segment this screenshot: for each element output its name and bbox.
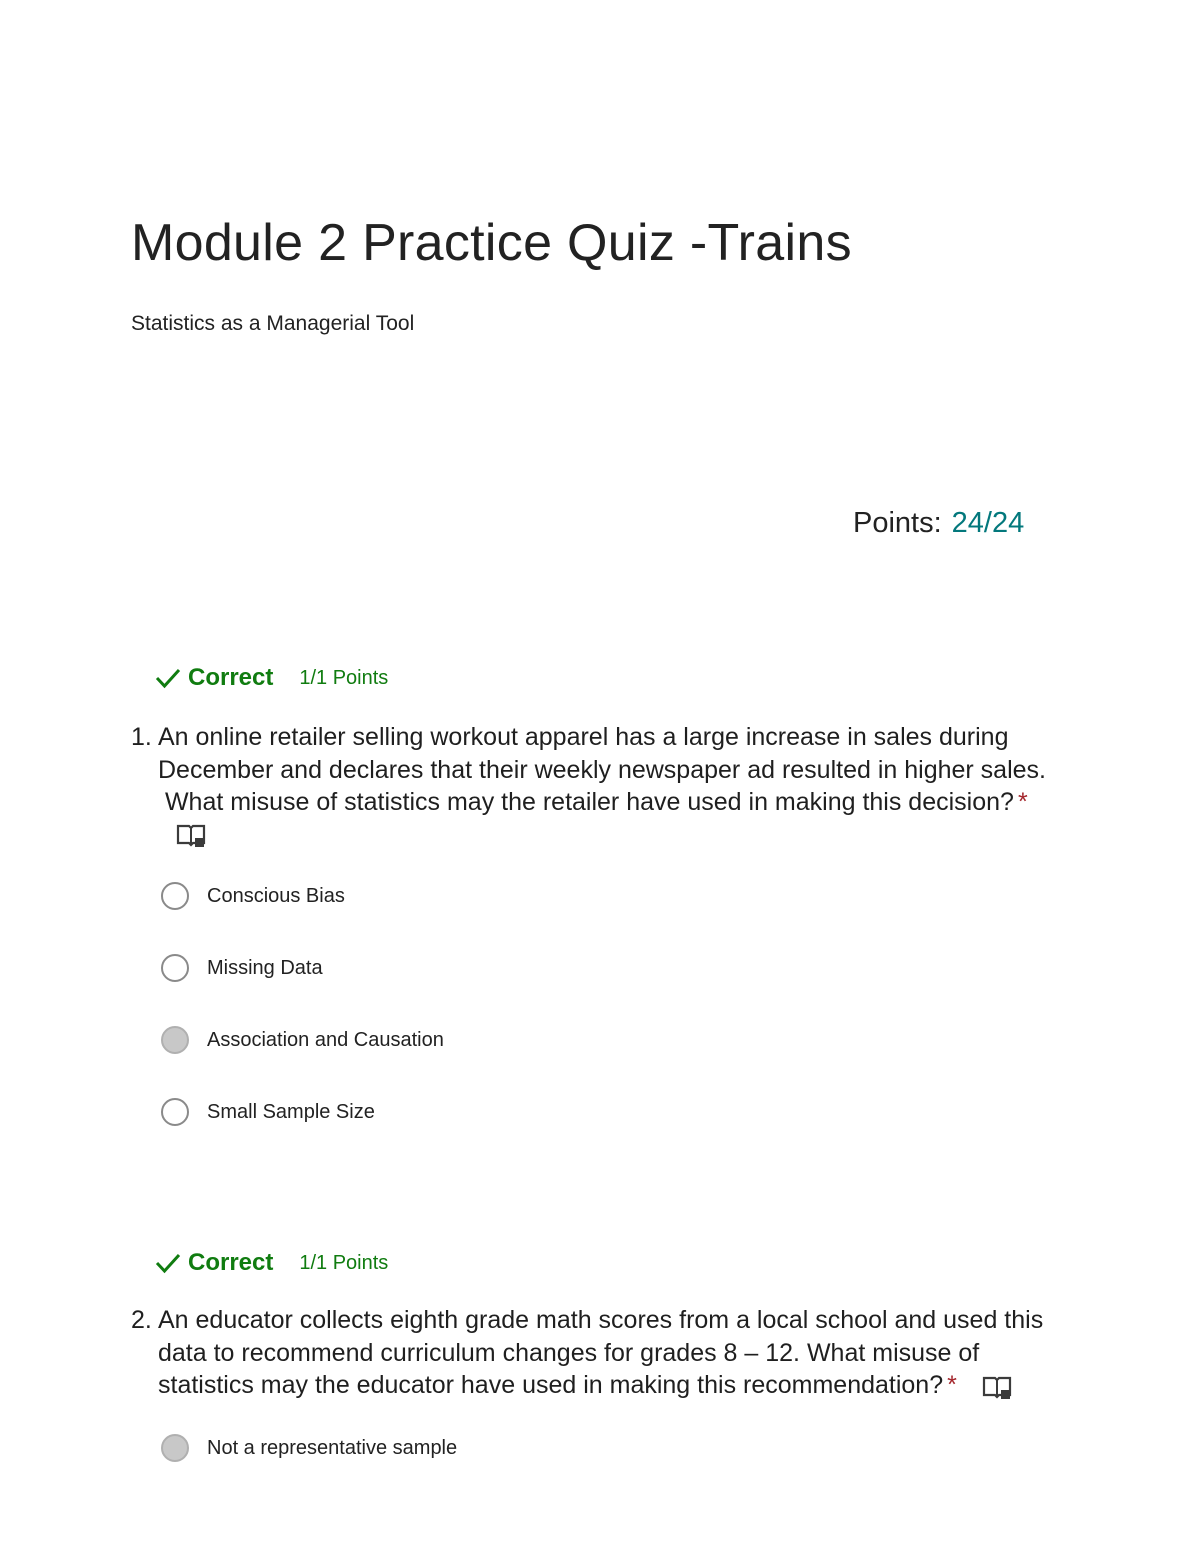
option-small-sample-size[interactable] <box>161 1098 375 1126</box>
question-2-line: An educator collects eighth grade math scores from a local school and used this <box>158 1306 1044 1334</box>
radio-button[interactable] <box>161 954 189 982</box>
question-2-status: Correct <box>188 1249 274 1276</box>
option-missing-data[interactable] <box>161 954 323 982</box>
radio-button-selected[interactable] <box>161 1434 189 1462</box>
option-label: Not a representative sample <box>207 1436 458 1459</box>
question-1-status: Correct <box>188 664 274 691</box>
quiz-subtitle: Statistics as a Managerial Tool <box>131 312 415 335</box>
question-2-result <box>155 1249 388 1277</box>
radio-button-selected[interactable] <box>161 1026 189 1054</box>
option-label: Conscious Bias <box>207 884 345 907</box>
required-asterisk: * <box>947 1371 957 1399</box>
question-2-line: data to recommend curriculum changes for grades 8 – 12. What misuse of <box>158 1338 980 1367</box>
question-2-points: 1/1 Points <box>299 1251 389 1274</box>
points-score: 24/24 <box>951 507 1025 539</box>
checkmark-icon <box>155 1250 181 1276</box>
question-2-number: 2. <box>131 1306 152 1334</box>
option-association-and-causation[interactable] <box>161 1026 444 1054</box>
question-1-number: 1. <box>131 723 152 751</box>
question-1-result <box>155 664 388 692</box>
option-not-a-representative-sample[interactable] <box>161 1434 457 1462</box>
immersive-reader-icon[interactable] <box>176 823 206 849</box>
question-1-line-last <box>158 786 1046 819</box>
question-2-line: statistics may the educator have used in making this recommendation? <box>158 1371 944 1399</box>
question-1-line: December and declares that their weekly newspaper ad resulted in higher sales. <box>158 755 1046 784</box>
option-label: Small Sample Size <box>207 1100 375 1123</box>
radio-button[interactable] <box>161 882 189 910</box>
points-summary <box>853 507 1024 540</box>
option-label: Association and Causation <box>207 1028 444 1051</box>
quiz-title: Module 2 Practice Quiz -Trains <box>131 214 852 272</box>
checkmark-icon <box>155 665 181 691</box>
question-1-text <box>158 721 1046 819</box>
option-label: Missing Data <box>207 956 323 979</box>
option-conscious-bias[interactable] <box>161 882 345 910</box>
radio-button[interactable] <box>161 1098 189 1126</box>
question-2-text <box>158 1304 1043 1402</box>
question-2-line-last <box>158 1369 1043 1402</box>
points-label: Points: <box>853 507 942 539</box>
immersive-reader-icon[interactable] <box>982 1375 1012 1401</box>
question-1-line: What misuse of statistics may the retailer have used in making this decision? <box>158 788 1014 816</box>
required-asterisk: * <box>1017 788 1028 816</box>
question-1-line: An online retailer selling workout apparel has a large increase in sales during <box>158 723 1009 751</box>
question-1-points: 1/1 Points <box>299 666 389 689</box>
